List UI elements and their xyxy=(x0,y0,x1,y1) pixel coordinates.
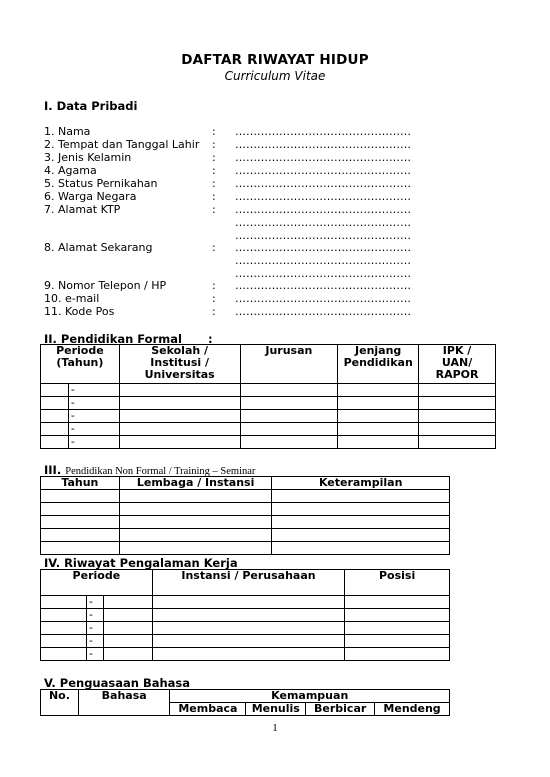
table-header-row xyxy=(41,570,450,596)
column-header-reading: Membaca xyxy=(170,703,246,716)
cell-company xyxy=(152,635,345,648)
table-header-row xyxy=(41,690,450,703)
section-formal-education-heading: II. Pendidikan Formal xyxy=(44,332,182,346)
cell-major xyxy=(240,384,338,397)
field-dotted-line-continuation: ………………………………………… xyxy=(235,267,411,280)
cell-skill xyxy=(272,529,450,542)
cell-position xyxy=(345,635,450,648)
field-dotted-line: ………………………………………… xyxy=(235,125,411,138)
cell-grade xyxy=(419,384,496,397)
field-colon: : xyxy=(212,125,216,138)
cell-level xyxy=(338,384,419,397)
table-row xyxy=(41,503,450,516)
cell-period-start xyxy=(41,384,69,397)
field-dotted-line: ………………………………………… xyxy=(235,138,411,151)
cell-period-start xyxy=(41,596,87,609)
cell-level xyxy=(338,436,419,449)
column-header-major: Jurusan xyxy=(240,345,338,384)
cell-major xyxy=(240,423,338,436)
section-nonformal-number: III. xyxy=(44,463,62,477)
table-row xyxy=(41,436,496,449)
field-label: 5. Status Pernikahan xyxy=(44,177,158,190)
table-row xyxy=(41,384,496,397)
column-header-level: Jenjang Pendidikan xyxy=(338,345,419,384)
cell-year xyxy=(41,503,120,516)
cell-period-end: - xyxy=(68,397,119,410)
table-row xyxy=(41,542,450,555)
column-header-position: Posisi xyxy=(345,570,450,596)
cell-grade xyxy=(419,423,496,436)
cell-period-dash: - xyxy=(86,622,103,635)
field-dotted-line-continuation: ………………………………………… xyxy=(235,254,411,267)
column-header-institution: Lembaga / Instansi xyxy=(119,477,272,490)
cell-major xyxy=(240,436,338,449)
field-colon: : xyxy=(212,292,216,305)
cell-skill xyxy=(272,516,450,529)
cell-skill xyxy=(272,503,450,516)
column-header-listening: Mendeng xyxy=(375,703,450,716)
table-header-row xyxy=(41,345,496,384)
cell-major xyxy=(240,410,338,423)
cell-level xyxy=(338,410,419,423)
table-row xyxy=(41,529,450,542)
cell-period-start xyxy=(41,423,69,436)
cell-position xyxy=(345,596,450,609)
cell-school xyxy=(119,384,240,397)
cell-grade xyxy=(419,436,496,449)
cell-period-start xyxy=(41,635,87,648)
cell-period-end xyxy=(103,596,152,609)
field-dotted-line: ………………………………………… xyxy=(235,190,411,203)
cell-grade xyxy=(419,410,496,423)
cell-school xyxy=(119,397,240,410)
field-colon: : xyxy=(212,190,216,203)
section-work-experience-heading: IV. Riwayat Pengalaman Kerja xyxy=(44,556,238,570)
field-colon: : xyxy=(212,138,216,151)
field-colon: : xyxy=(212,177,216,190)
field-dotted-line: ………………………………………… xyxy=(235,164,411,177)
field-dotted-line: ………………………………………… xyxy=(235,241,411,254)
cell-school xyxy=(119,436,240,449)
field-dotted-line-continuation: ………………………………………… xyxy=(235,216,411,229)
formal-education-table xyxy=(40,344,496,449)
cell-period-start xyxy=(41,410,69,423)
cell-institution xyxy=(119,516,272,529)
cell-institution xyxy=(119,542,272,555)
cell-company xyxy=(152,622,345,635)
column-header-school: Sekolah / Institusi / Universitas xyxy=(119,345,240,384)
table-row xyxy=(41,423,496,436)
document-subtitle: Curriculum Vitae xyxy=(224,69,326,83)
cell-period-dash: - xyxy=(86,648,103,661)
column-header-language: Bahasa xyxy=(78,690,170,716)
cell-level xyxy=(338,423,419,436)
cell-period-start xyxy=(41,609,87,622)
table-row xyxy=(41,635,450,648)
table-row xyxy=(41,410,496,423)
table-row xyxy=(41,609,450,622)
field-dotted-line: ………………………………………… xyxy=(235,177,411,190)
field-dotted-line: ………………………………………… xyxy=(235,203,411,216)
field-colon: : xyxy=(212,241,216,254)
cell-period-end: - xyxy=(68,436,119,449)
cell-period-dash: - xyxy=(86,596,103,609)
cell-year xyxy=(41,516,120,529)
column-header-grade: IPK / UAN/ RAPOR xyxy=(419,345,496,384)
cell-skill xyxy=(272,490,450,503)
cell-period-end: - xyxy=(68,410,119,423)
table-row xyxy=(41,596,450,609)
field-colon: : xyxy=(212,279,216,292)
field-label: 1. Nama xyxy=(44,125,91,138)
cell-school xyxy=(119,410,240,423)
cell-institution xyxy=(119,529,272,542)
cell-period-start xyxy=(41,397,69,410)
field-label: 3. Jenis Kelamin xyxy=(44,151,132,164)
field-colon: : xyxy=(212,151,216,164)
field-colon: : xyxy=(212,164,216,177)
field-label: 9. Nomor Telepon / HP xyxy=(44,279,167,292)
field-label: 2. Tempat dan Tanggal Lahir xyxy=(44,138,200,151)
cell-level xyxy=(338,397,419,410)
page-number: 1 xyxy=(272,722,278,734)
field-dotted-line: ………………………………………… xyxy=(235,292,411,305)
cell-company xyxy=(152,596,345,609)
section-language-heading: V. Penguasaan Bahasa xyxy=(44,676,191,690)
table-row xyxy=(41,648,450,661)
document-title: DAFTAR RIWAYAT HIDUP xyxy=(181,52,369,68)
field-label: 7. Alamat KTP xyxy=(44,203,121,216)
cell-period-start xyxy=(41,622,87,635)
table-row xyxy=(41,397,496,410)
field-dotted-line: ………………………………………… xyxy=(235,279,411,292)
cell-year xyxy=(41,529,120,542)
column-header-year: Tahun xyxy=(41,477,120,490)
cell-year xyxy=(41,542,120,555)
cell-period-end xyxy=(103,622,152,635)
table-row xyxy=(41,516,450,529)
column-header-skill: Keterampilan xyxy=(272,477,450,490)
nonformal-education-table xyxy=(40,476,450,555)
cell-position xyxy=(345,609,450,622)
field-colon: : xyxy=(212,305,216,318)
column-header-writing: Menulis xyxy=(246,703,306,716)
field-label: 11. Kode Pos xyxy=(44,305,115,318)
field-colon: : xyxy=(212,203,216,216)
field-dotted-line: ………………………………………… xyxy=(235,305,411,318)
cell-company xyxy=(152,648,345,661)
cell-year xyxy=(41,490,120,503)
cell-period-start xyxy=(41,436,69,449)
cell-period-end: - xyxy=(68,384,119,397)
cell-company xyxy=(152,609,345,622)
column-header-speaking: Berbicar xyxy=(306,703,375,716)
cell-period-start xyxy=(41,648,87,661)
column-header-period: Periode (Tahun) xyxy=(41,345,120,384)
column-header-ability: Kemampuan xyxy=(170,690,450,703)
section-nonformal-text: Pendidikan Non Formal / Training – Seminar xyxy=(65,466,256,477)
work-experience-table xyxy=(40,569,450,661)
cell-institution xyxy=(119,503,272,516)
table-header-row xyxy=(41,477,450,490)
column-header-number: No. xyxy=(41,690,79,716)
table-row xyxy=(41,622,450,635)
column-header-company: Instansi / Perusahaan xyxy=(152,570,345,596)
cell-skill xyxy=(272,542,450,555)
cell-grade xyxy=(419,397,496,410)
cell-institution xyxy=(119,490,272,503)
cell-major xyxy=(240,397,338,410)
field-dotted-line-continuation: ………………………………………… xyxy=(235,229,411,242)
cell-period-end: - xyxy=(68,423,119,436)
cell-position xyxy=(345,622,450,635)
table-row xyxy=(41,490,450,503)
cell-period-end xyxy=(103,635,152,648)
field-label: 10. e-mail xyxy=(44,292,100,305)
section-nonformal-heading xyxy=(44,463,255,477)
field-label: 4. Agama xyxy=(44,164,97,177)
cell-period-dash: - xyxy=(86,635,103,648)
language-skills-table xyxy=(40,689,450,716)
field-dotted-line: ………………………………………… xyxy=(235,151,411,164)
section-formal-education-colon: : xyxy=(208,332,213,346)
cell-position xyxy=(345,648,450,661)
cell-period-end xyxy=(103,609,152,622)
cell-school xyxy=(119,423,240,436)
field-label: 6. Warga Negara xyxy=(44,190,137,203)
cell-period-end xyxy=(103,648,152,661)
column-header-period: Periode xyxy=(41,570,153,596)
cell-period-dash: - xyxy=(86,609,103,622)
section-personal-data-heading: I. Data Pribadi xyxy=(44,99,138,113)
field-label: 8. Alamat Sekarang xyxy=(44,241,153,254)
